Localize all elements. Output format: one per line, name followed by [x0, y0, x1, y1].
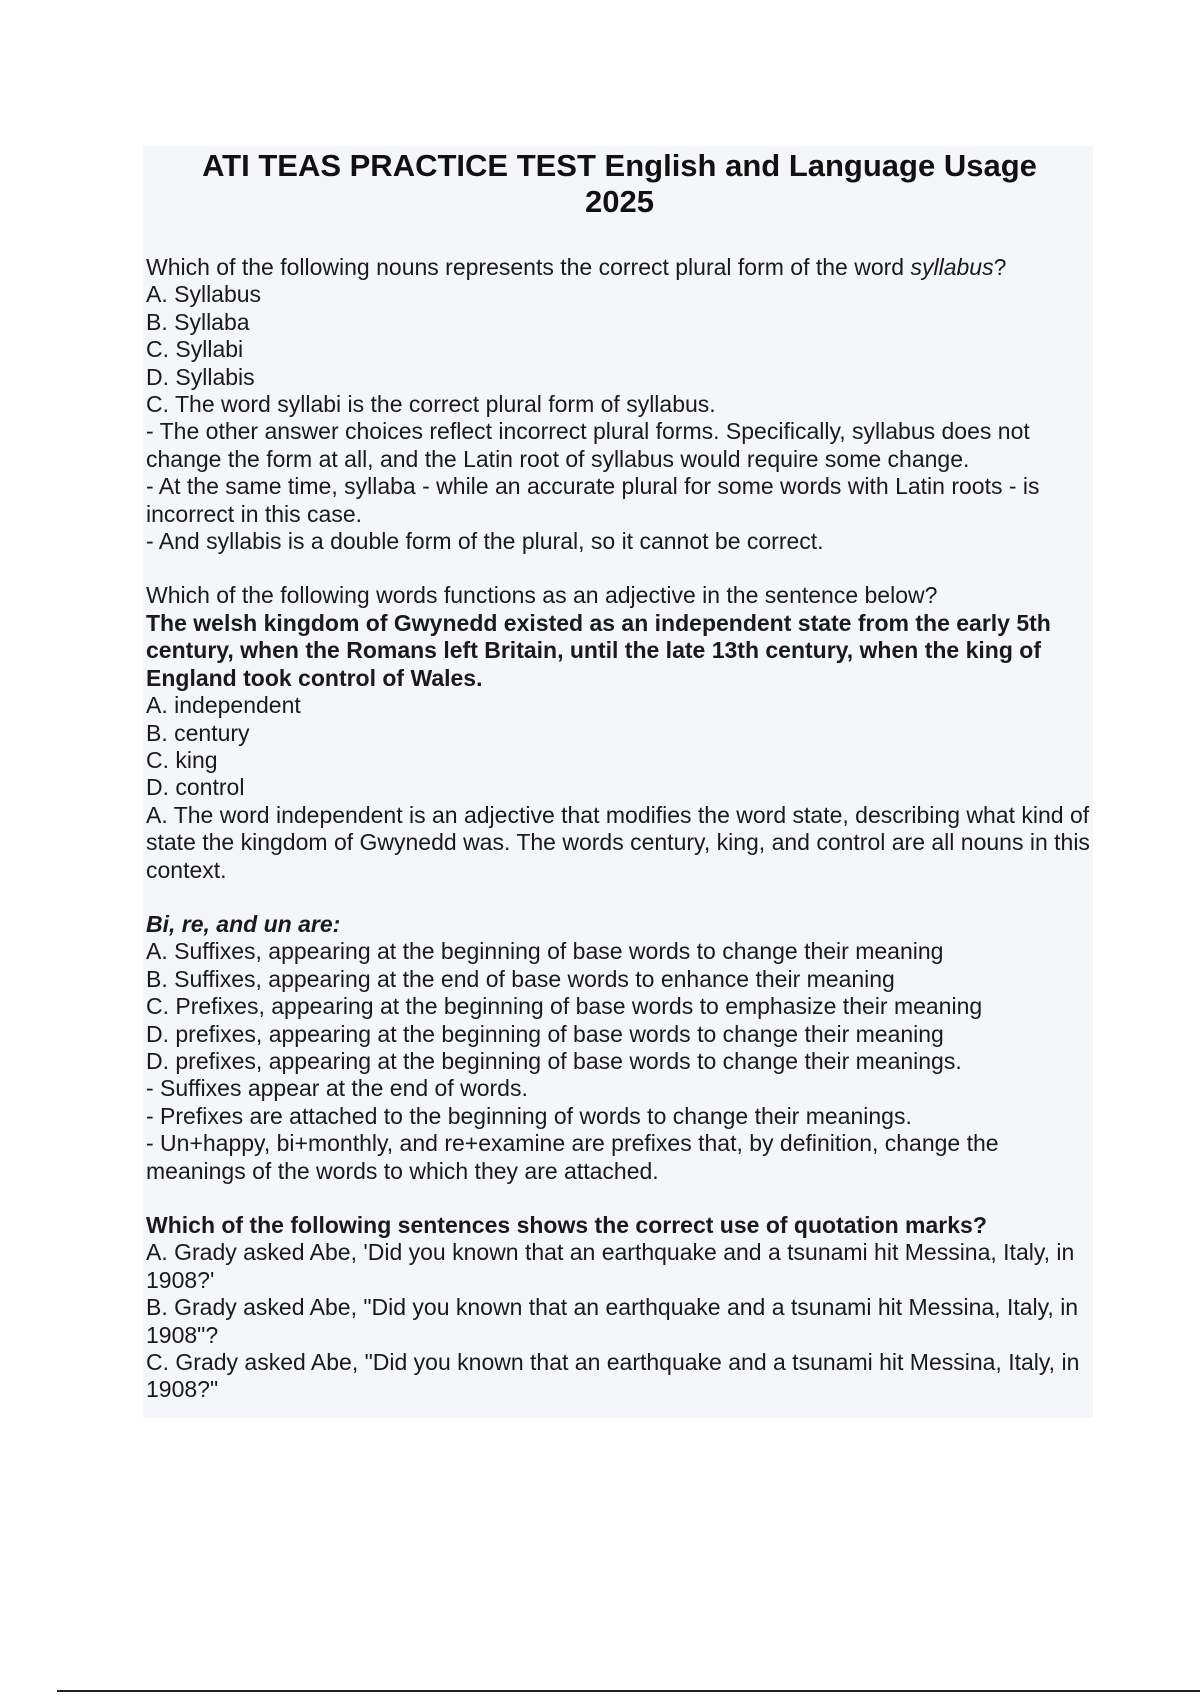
question-1-stem-italic-word: syllabus [910, 254, 994, 280]
spacer [146, 555, 1093, 582]
question-1-option-a: A. Syllabus [146, 281, 262, 308]
question-3-option-d: D. prefixes, appearing at the beginning of base words to change their meaning [146, 1020, 944, 1047]
question-3-explanation-line: - Un+happy, bi+monthly, and re+examine are prefixes that, by definition, change the meanings of the words to which they are attached. [146, 1130, 999, 1184]
question-1-explanation-line: - At the same time, syllaba - while an accurate plural for some words with Latin roots - is incorrect in this case. [146, 473, 1040, 527]
question-4-option-b: B. Grady asked Abe, "Did you known that an earthquake and a tsunami hit Messina, Italy, in 1908"? [146, 1294, 1079, 1348]
question-2-option-d: D. control [146, 774, 245, 801]
title-line-1: ATI TEAS PRACTICE TEST English and Language Usage [202, 148, 1037, 183]
question-1-option-c: C. Syllabi [146, 336, 244, 363]
question-4-option-c: C. Grady asked Abe, "Did you known that an earthquake and a tsunami hit Messina, Italy, in 1908?" [146, 1349, 1080, 1403]
spacer [146, 884, 1093, 911]
document-title [146, 148, 1093, 220]
question-3-explanation-line: - Prefixes are attached to the beginning of words to change their meanings. [146, 1102, 912, 1129]
question-3-answer-line: D. prefixes, appearing at the beginning of base words to change their meanings. [146, 1047, 962, 1074]
question-2-option-b: B. century [146, 719, 250, 746]
document-content [143, 146, 1093, 1418]
question-1-explanation-line: - The other answer choices reflect incorrect plural forms. Specifically, syllabus does not change the form at all, and the Latin root of syllabus would require some change. [146, 418, 1030, 472]
footer-divider [57, 1690, 1200, 1692]
question-2-answer: A. The word independent is an adjective that modifies the word state, describing what kind of state the kingdom of Gwynedd was. The words century, king, and control are all nouns in this context. [146, 801, 1090, 883]
question-2-stem: Which of the following words functions as an adjective in the sentence below? [146, 582, 938, 609]
title-line-2: 2025 [585, 184, 654, 219]
question-4 [146, 1212, 1093, 1404]
question-3 [146, 911, 1093, 1185]
question-3-option-a: A. Suffixes, appearing at the beginning of base words to change their meaning [146, 938, 944, 965]
question-4-stem: Which of the following sentences shows the correct use of quotation marks? [146, 1212, 987, 1238]
question-1-answer-line: C. The word syllabi is the correct plural form of syllabus. [146, 391, 716, 418]
question-2-option-a: A. independent [146, 692, 301, 719]
question-3-option-b: B. Suffixes, appearing at the end of base words to enhance their meaning [146, 965, 895, 992]
question-2-option-c: C. king [146, 746, 218, 773]
question-2-sentence: The welsh kingdom of Gwynedd existed as an independent state from the early 5th century, when the Romans left Britain, until the late 13th century, when the king of England took control of Wales. [146, 609, 1051, 691]
question-1 [146, 254, 1093, 555]
question-1-option-b: B. Syllaba [146, 308, 250, 335]
spacer [146, 1185, 1093, 1212]
question-2 [146, 582, 1093, 883]
question-1-option-d: D. Syllabis [146, 363, 255, 390]
question-1-stem: Which of the following nouns represents the correct plural form of the word syllabus? [146, 254, 1007, 280]
question-1-explanation-line: - And syllabis is a double form of the plural, so it cannot be correct. [146, 528, 824, 555]
question-3-explanation-line: - Suffixes appear at the end of words. [146, 1075, 528, 1102]
question-3-option-c: C. Prefixes, appearing at the beginning of base words to emphasize their meaning [146, 993, 983, 1020]
question-4-option-a: A. Grady asked Abe, 'Did you known that an earthquake and a tsunami hit Messina, Italy, in 1908?' [146, 1239, 1075, 1293]
question-3-stem: Bi, re, and un are: [146, 910, 341, 937]
